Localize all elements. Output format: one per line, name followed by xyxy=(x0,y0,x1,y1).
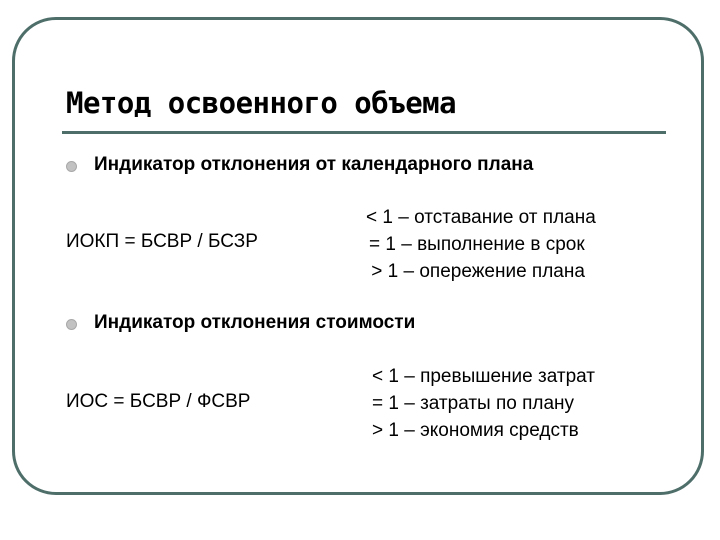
condition-schedule-gt: > 1 – опережение плана xyxy=(366,261,585,282)
formula-schedule: ИОКП = БСВР / БСЗР xyxy=(66,231,258,252)
section-heading-cost: Индикатор отклонения стоимости xyxy=(94,312,416,333)
condition-schedule-lt: < 1 – отставание от плана xyxy=(366,207,596,228)
condition-schedule-eq: = 1 – выполнение в срок xyxy=(369,234,585,255)
bullet-icon xyxy=(66,161,77,172)
condition-cost-lt: < 1 – превышение затрат xyxy=(372,366,595,387)
section-heading-schedule: Индикатор отклонения от календарного плана xyxy=(94,154,534,175)
formula-cost: ИОС = БСВР / ФСВР xyxy=(66,391,251,412)
slide-title: Метод освоенного объема xyxy=(66,86,457,120)
bullet-icon xyxy=(66,319,77,330)
condition-cost-eq: = 1 – затраты по плану xyxy=(372,393,575,414)
title-underline xyxy=(62,131,666,134)
condition-cost-gt: > 1 – экономия средств xyxy=(372,420,579,441)
